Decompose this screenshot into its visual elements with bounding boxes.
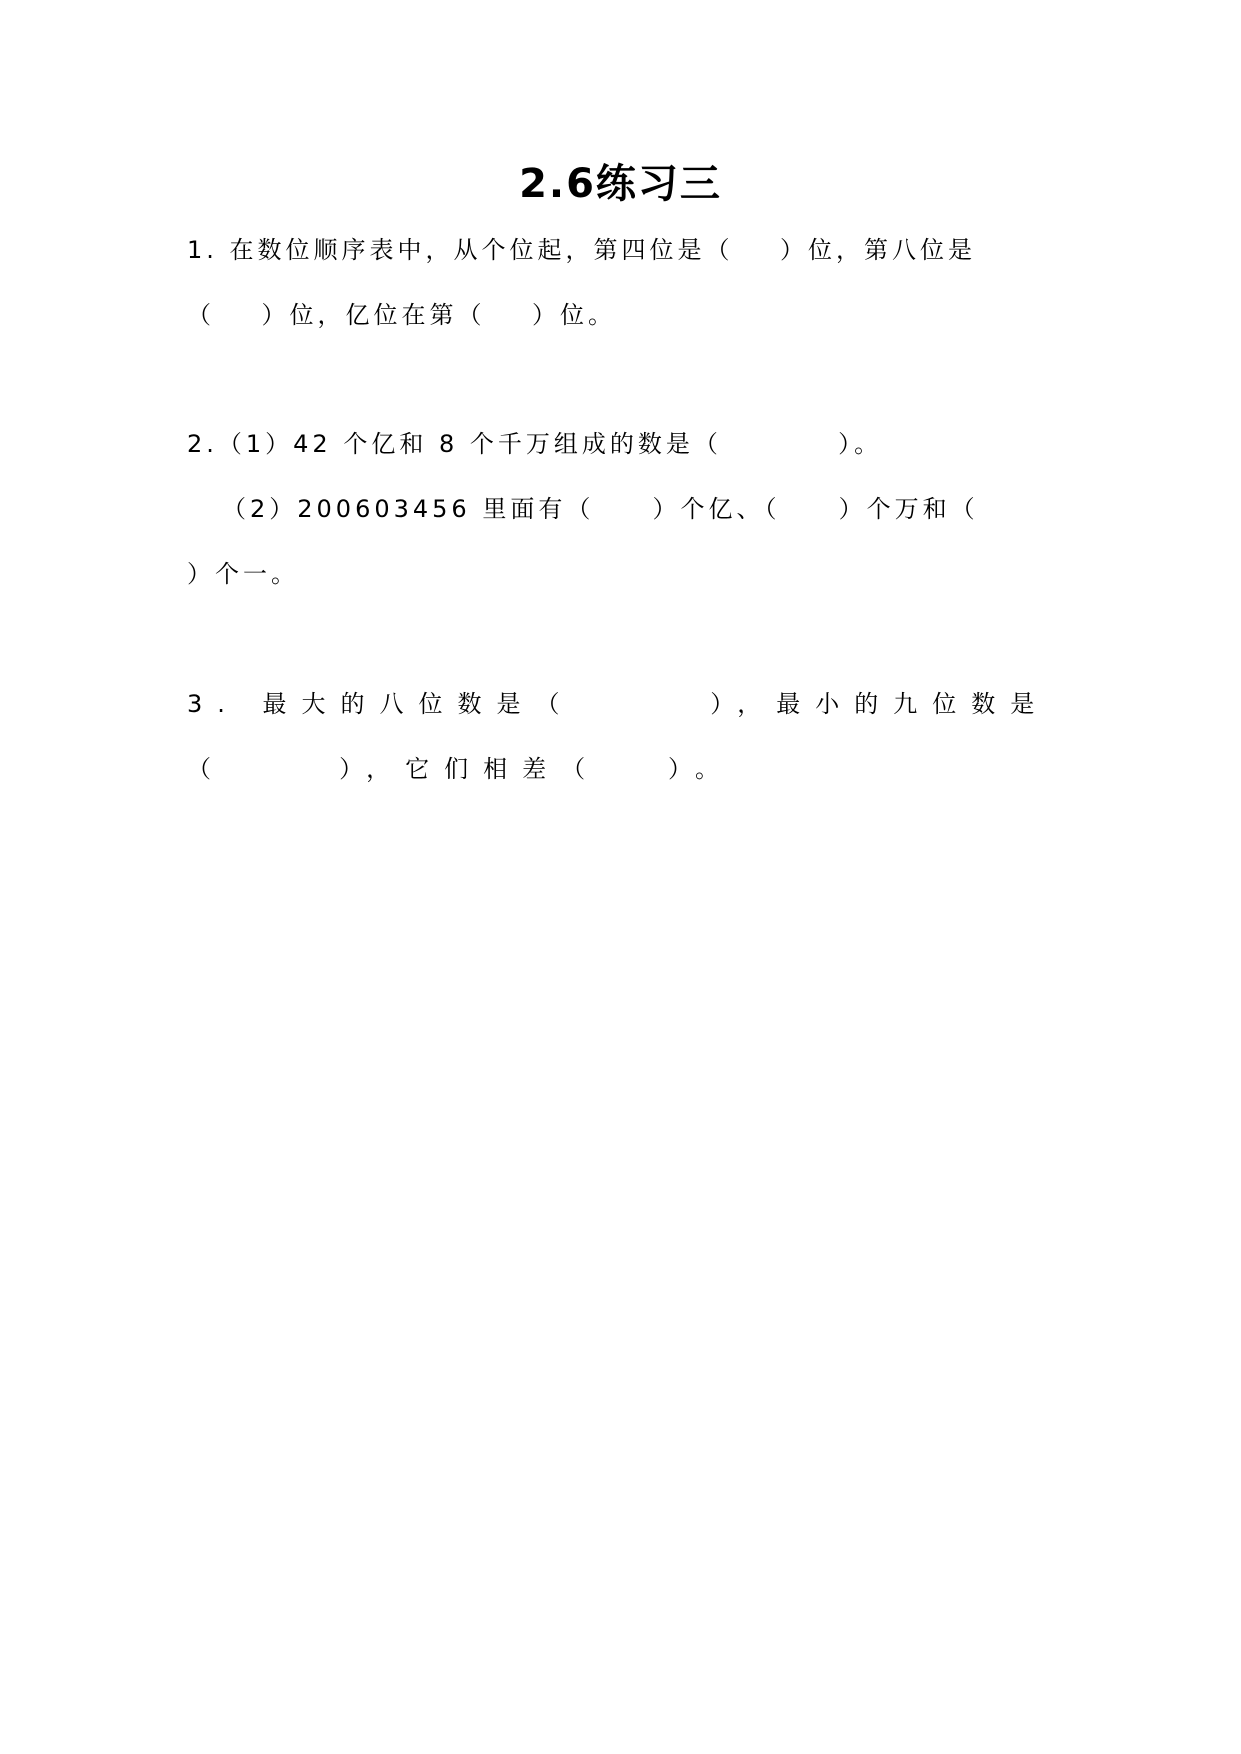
worksheet-title: 2.6练习三 [519,161,722,207]
question-1-line-1: 1. 在数位顺序表中，从个位起，第四位是（ ）位，第八位是 [187,236,977,264]
question-2-line-3: ）个一。 [187,560,299,588]
question-1-line-2: （ ）位，亿位在第（ ）位。 [187,301,617,329]
question-2-line-2: （2）200603456 里面有（ ）个亿、（ ）个万和（ [222,495,979,523]
question-3-line-2: （ ），它们相差（ ）。 [187,755,735,783]
question-3-line-1: 3. 最大的八位数是（ ），最小的九位数是 [187,690,1050,718]
question-2-line-1: 2.（1）42 个亿和 8 个千万组成的数是（ ）。 [187,430,883,458]
